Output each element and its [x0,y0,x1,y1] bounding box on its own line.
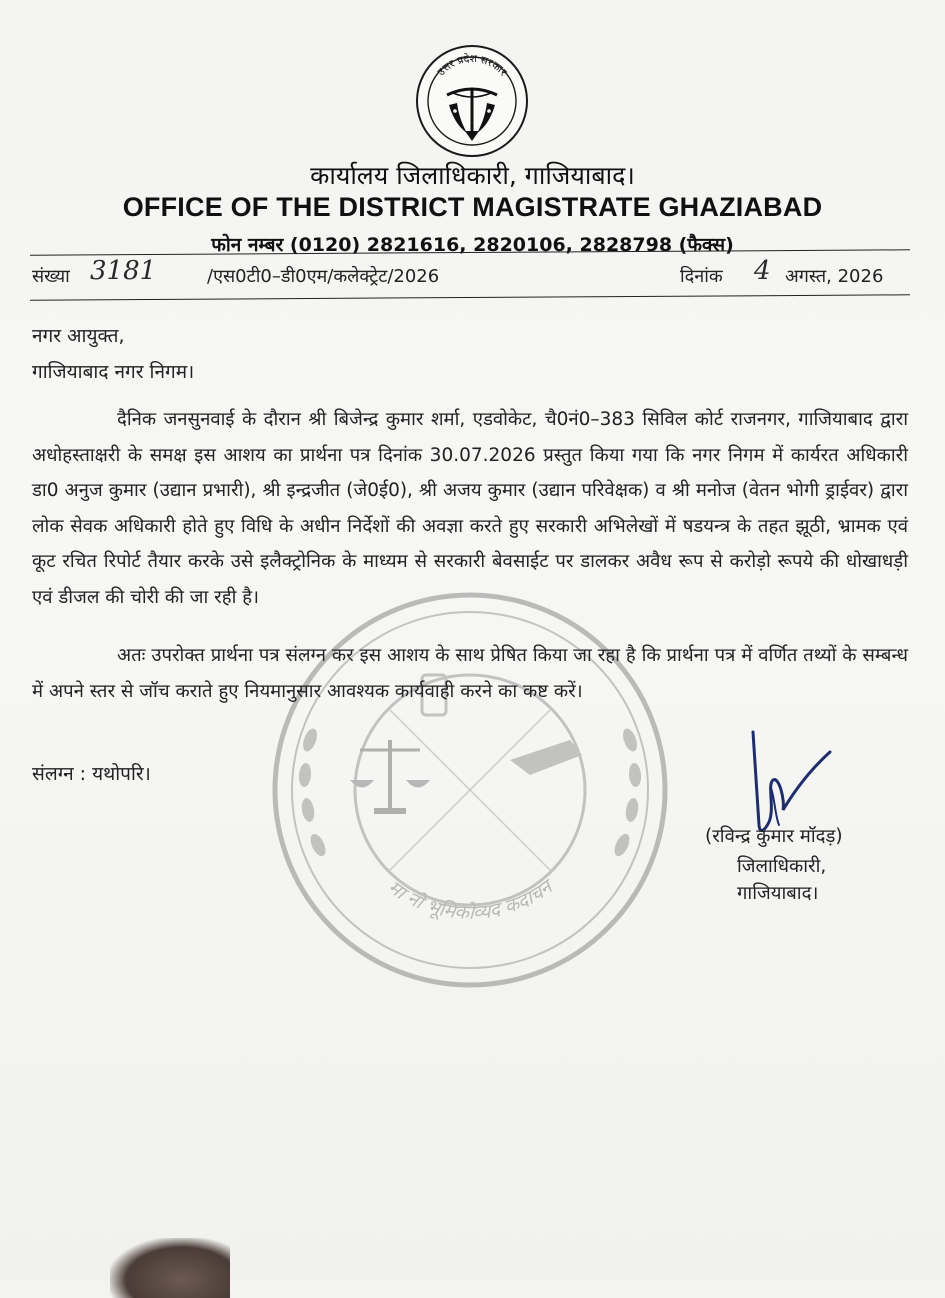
date-day: 4 [754,256,771,286]
reference-number-value: 3181 [90,256,157,286]
header-divider-bottom [30,294,910,300]
office-title-english: OFFICE OF THE DISTRICT MAGISTRATE GHAZIABAD [122,192,823,222]
body-paragraph-1-text: दैनिक जनसुनवाई के दौरान श्री बिजेन्द्र कुमार शर्मा, एडवोकेट, चै0नं0–383 सिविल कोर्ट राजनगर, गाजियाबाद द्वारा अधोहस्ताक्षरी के समक्ष इस आशय का प्रार्थना पत्र दिनांक 30.07.2026 प्रस्तुत किया गया कि नगर निगम में कार्यरत अधिकारी डा0 अनुज कुमार (उद्यान प्रभारी), श्री इन्द्रजीत (जे0ई0), श्री अजय कुमार (उद्यान परिवेक्षक) व श्री मनोज (वेतन भोगी ड्राईवर) द्वारा लोक सेवक अधिकारी होते हुए विधि के अधीन निर्देशों की अवज्ञा करते हुए सरकारी अभिलेखों में षडयन्त्र के तहत झूठी, भ्रामक एवं कूट रचित रिपोर्ट तैयार करके उसे इलैक्ट्रोनिक के माध्यम से सरकारी बेवसाईट पर डालकर अवैध रूप से करोड़ो रूपये की धोखाधड़ी एवं डीजल की चोरी की जा रही है। [32,409,908,608]
enclosure-note: संलग्न : यथोपरि। [32,763,151,785]
svg-text:उत्तर प्रदेश सरकार: उत्तर प्रदेश सरकार [435,52,509,79]
body-paragraph-1 [32,402,908,615]
svg-text:मा नो भूमिकोव्यद कदाचन: मा नो भूमिकोव्यद कदाचन [383,876,557,924]
signatory-place: गाजियाबाद। [737,883,819,904]
phone-numbers: फोन नम्बर (0120) 2821616, 2820106, 2828798 (फैक्स) [211,234,734,256]
body-paragraph-2 [32,638,908,709]
addressee-line-1: नगर आयुक्त, [32,325,125,347]
reference-path: /एस0टी0–डी0एम/कलेक्ट्रेट/2026 [207,266,440,287]
signatory-designation: जिलाधिकारी, [737,856,827,877]
date-label: दिनांक [680,266,723,287]
office-title-hindi: कार्यालय जिलाधिकारी, गाजियाबाद। [310,161,635,190]
reference-number-label: संख्या [32,266,70,287]
reference-row [32,256,907,292]
body-paragraph-2-text: अतः उपरोक्त प्रार्थना पत्र संलग्न कर इस आशय के साथ प्रेषित किया जा रहा है कि प्रार्थना पत्र में वर्णित तथ्यों के सम्बन्ध में अपने स्तर से जॉच कराते हुए नियमानुसार आवश्यक कार्यवाही करने का कष्ट करें। [32,645,908,702]
date-month-year: अगस्त, 2026 [785,266,884,287]
up-government-emblem-icon [413,45,531,157]
photographer-thumb [110,1238,230,1298]
addressee-line-2: गाजियाबाद नगर निगम। [32,361,195,383]
signatory-name: (रविन्द्र कुमार मॉदड़) [705,826,843,847]
